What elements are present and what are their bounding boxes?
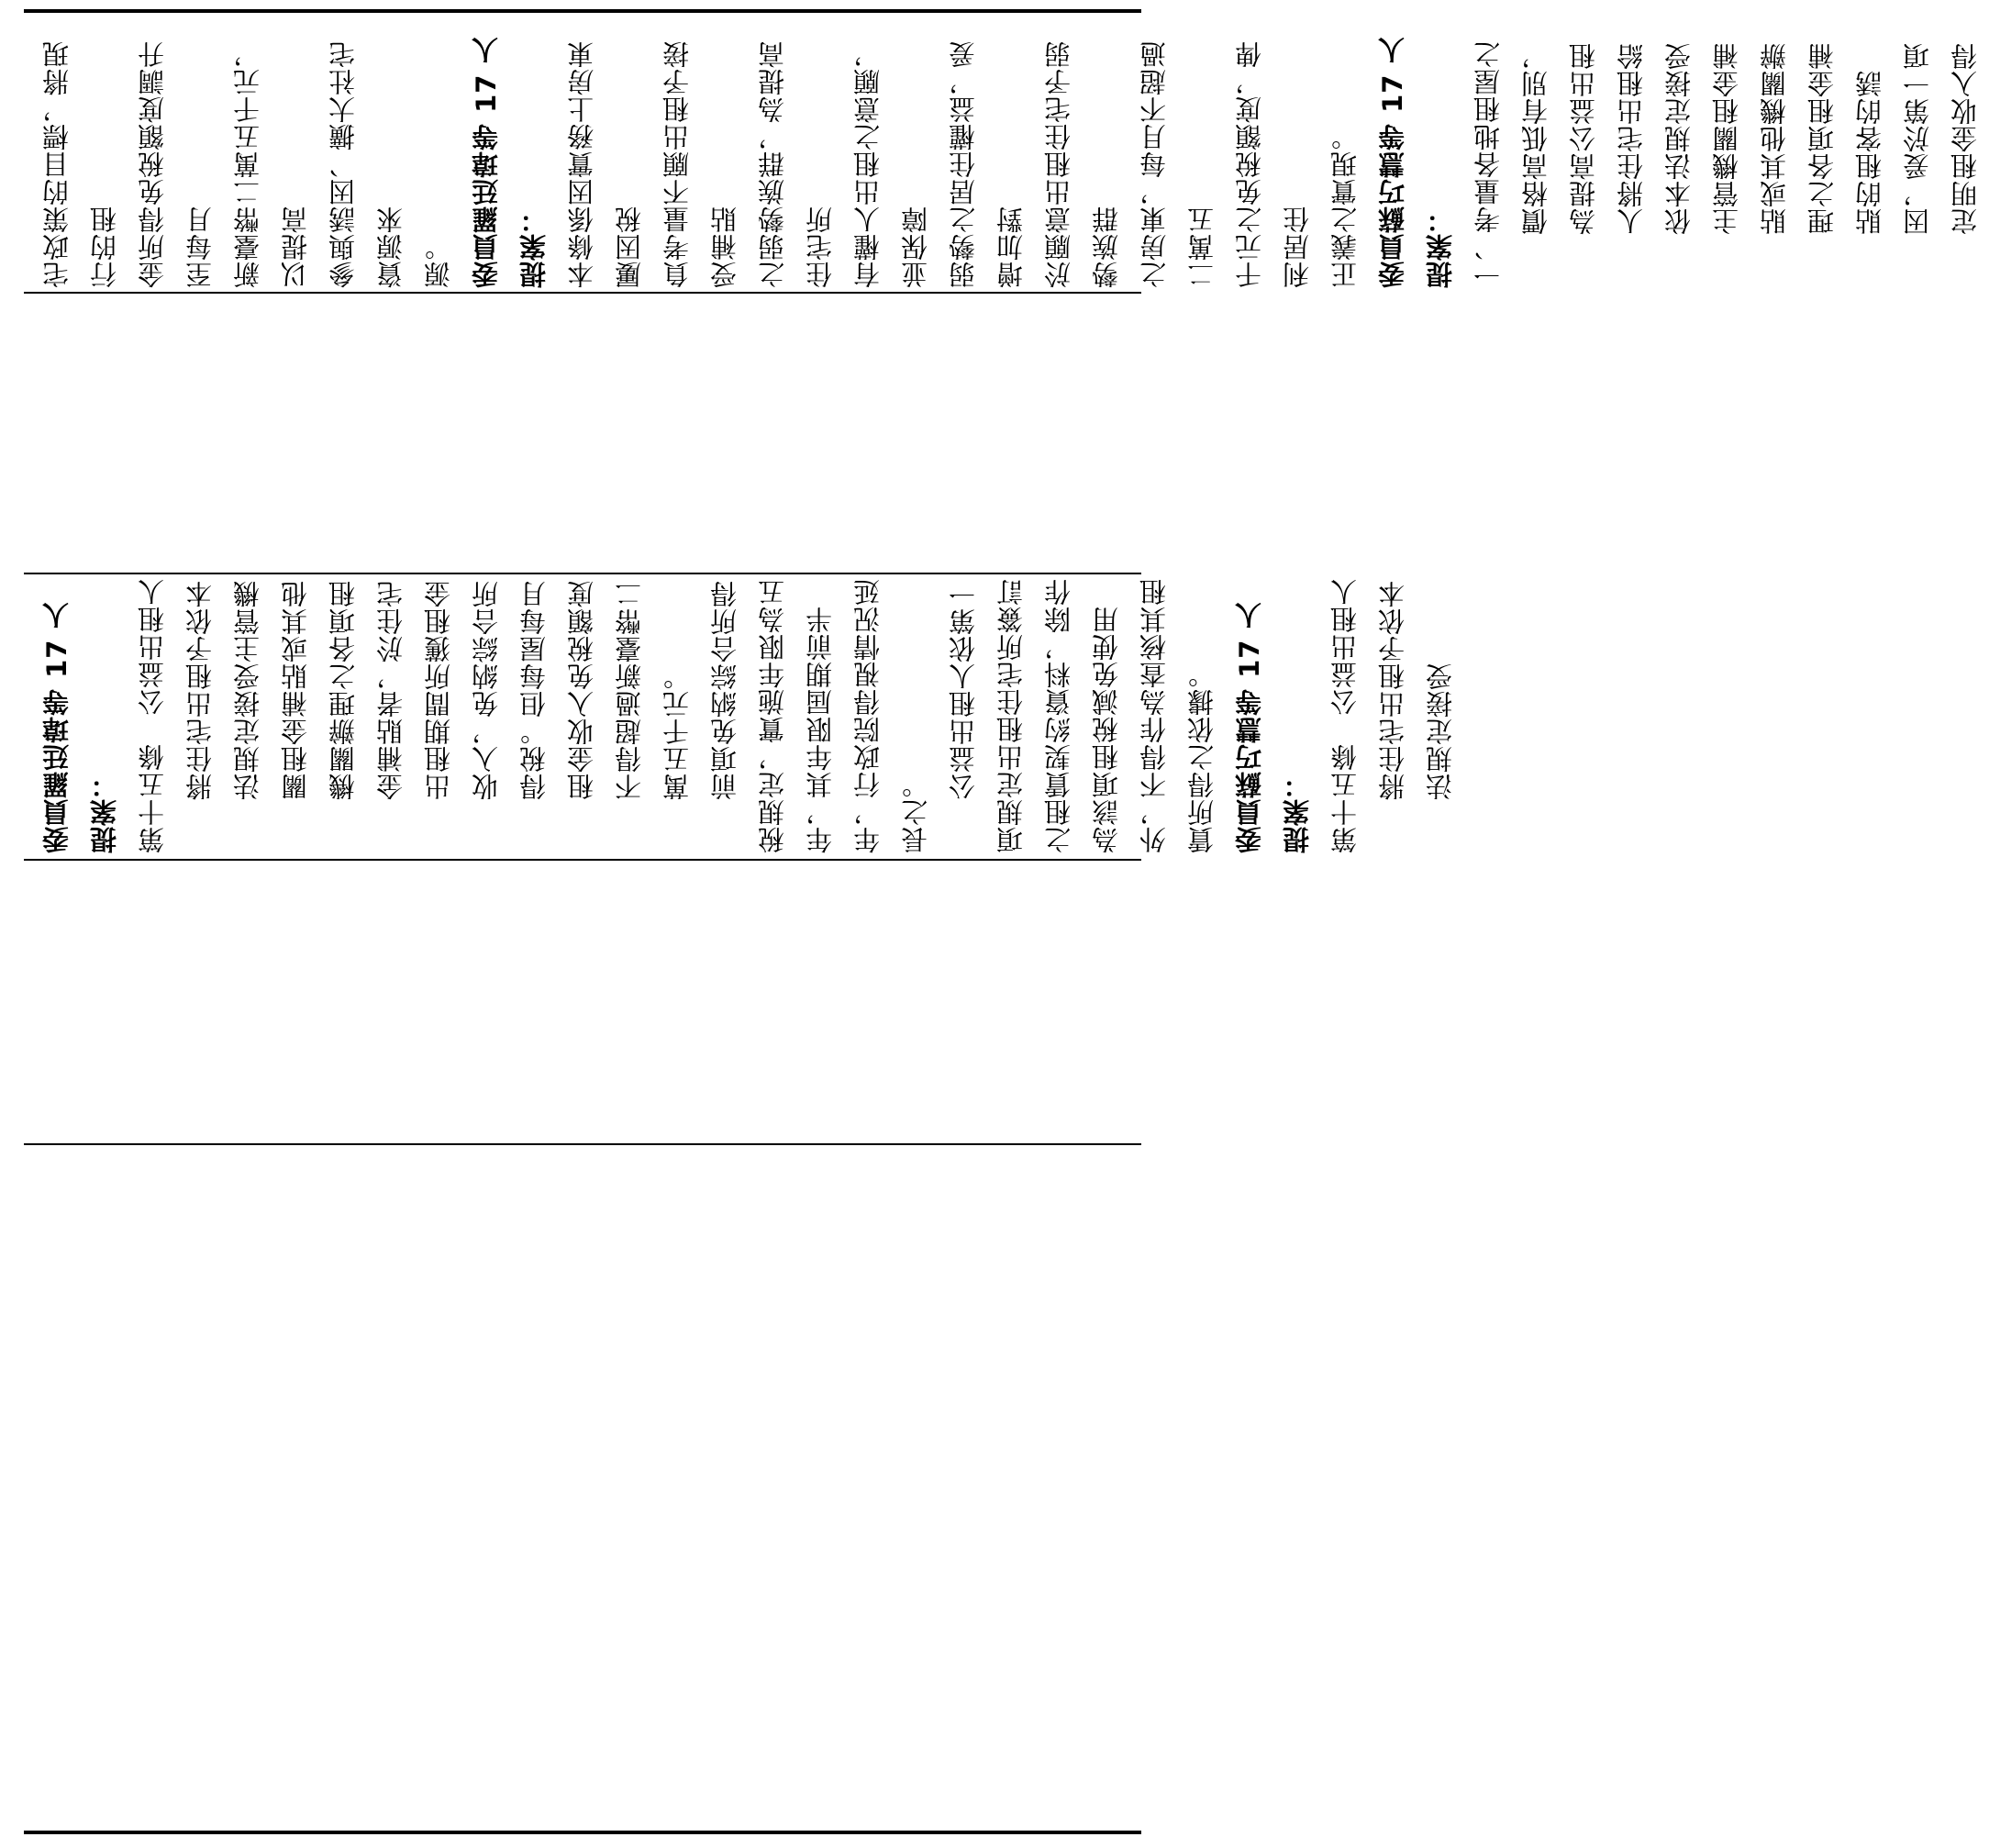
table-rule-bottom <box>24 1831 1141 1834</box>
table-rule <box>24 292 1141 294</box>
empty-cell <box>33 863 1134 1138</box>
explanation-line: 源。 <box>423 233 454 288</box>
explanation-line: 本條係因實務上房東屢因稅 <box>566 40 645 288</box>
explanation-line: 之房東，每月不超過二萬五 <box>1139 40 1217 288</box>
explanation-line: 參與誘因、擴大社宅資源來 <box>328 40 406 288</box>
explanation-line: 有權人出租之意願，並保障 <box>852 40 931 288</box>
article-paragraph: 前項免納綜合所得稅規定，實施年限為五年，其年限屆期前半年，行政院得視情況延長之。 <box>709 578 931 853</box>
table-rule <box>24 573 1141 574</box>
explanation-line: 千元之免稅額度，俾利居住 <box>1234 40 1313 288</box>
explanation-line: 宅政策的目標，將現行的租 <box>41 40 120 288</box>
article-cell <box>33 578 1456 853</box>
proposer-label: 委員蘇巧慧等 17 人提案： <box>1377 36 1456 288</box>
proposer-label: 委員羅廷瑋等 17 人提案： <box>41 601 120 853</box>
article-paragraph: 第十五條 公益出租人將住宅出租予依本法規定接受主管機關租金補貼或其他機關辦理之各項租金補貼者，於住宅出租期間所獲租金收入，免納綜合所得稅。但每屋每月租金收入免稅額度不得超過新臺幣二萬五千元。 <box>137 578 693 853</box>
explanation-line: 負考量不願出租予接受補貼 <box>661 40 740 288</box>
explanation-line: 金所得免稅額度調升至每月 <box>137 40 216 288</box>
table-rule <box>24 859 1141 861</box>
table-rule-top <box>24 9 1141 13</box>
article-paragraph: 第十五條 公益出租人將住宅出租予依本法規定接受 <box>1329 578 1456 853</box>
explanation-item: 一、考量各地租屋之價格高低有別，為提高公益出租人將住宅出租給依本法規定接受主管機關租金補貼或其他機關辦理之各項租金補貼的租客的誘因，爰於第一項定明租金收入得 <box>1472 40 1981 288</box>
article-text <box>33 578 1456 853</box>
explanation-text <box>33 17 1981 288</box>
explanation-line: 弱勢之居住權益，爰增加對 <box>948 40 1027 288</box>
explanation-cell <box>33 17 1981 288</box>
explanation-line: 於願意出租住宅予弱勢族群 <box>1043 40 1122 288</box>
proposer-label: 委員羅廷瑋等 17 人提案： <box>471 36 550 288</box>
explanation-line: 之弱勢族群，為提高住宅所 <box>757 40 836 288</box>
explanation-line: 正義之實現。 <box>1329 123 1361 288</box>
table-rule <box>24 1143 1141 1145</box>
empty-cell <box>33 1149 1134 1828</box>
proposer-label: 委員蘇巧慧等 17 人提案： <box>1234 601 1313 853</box>
article-paragraph: 公益出租人依第一項規定出租住宅所簽訂之租賃契約資料，除作為該項租稅減免使用外，不得作為查核其租賃所得之依據。 <box>948 578 1217 853</box>
empty-cell <box>33 295 1134 571</box>
explanation-line: 新臺幣二萬五千元，以提高 <box>232 40 311 288</box>
